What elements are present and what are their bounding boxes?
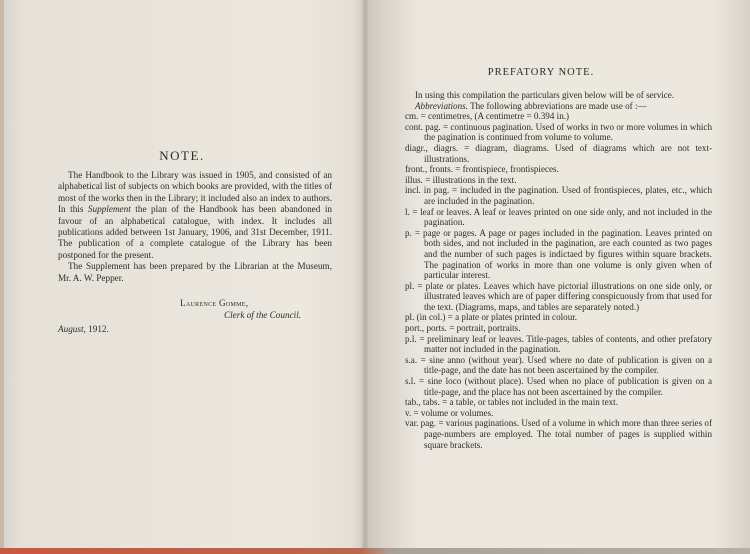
- note-paragraph: [58, 261, 332, 284]
- right-page: [368, 0, 750, 548]
- abbreviation-entry: s.a. = sine anno (without year). Used where no date of publication is given on a title-page, and the date has not been ascertained by the compiler.: [405, 354, 712, 376]
- date-line: [58, 324, 109, 334]
- abbreviation-entry: diagr., diagrs. = diagram, diagrams. Used of diagrams which are not text-illustrations.: [405, 142, 712, 164]
- abbreviation-entry: cm. = centimetres, (A centimetre = 0.394 in.): [405, 111, 570, 122]
- abbreviation-entry: pl. (in col.) = a plate or plates printed in colour.: [405, 312, 578, 323]
- note-paragraph-text: the plan of the Handbook has been abandoned in favour of an alphabetical catalogue, with index. It includes all publications added between 1st January, 1906, and 31st December, 1911. The publication of a complete catalogue of the Library has been postponed for the present.: [58, 204, 332, 260]
- abbreviation-entry: p.l. = preliminary leaf or leaves. Title-pages, tables of contents, and other prefatory matter not included in the pagination.: [405, 333, 712, 355]
- abbreviation-entry: var. pag. = various paginations. Used of a volume in which more than three series of page-numbers are employed. The total number of pages is supplied within square brackets.: [405, 418, 712, 450]
- abbreviation-entry: front., fronts. = frontispiece, frontispieces.: [405, 164, 559, 175]
- book-bottom-edge: [0, 548, 750, 554]
- abbreviations-heading-text: The following abbreviations are made use of :—: [467, 100, 647, 111]
- abbreviation-entry: l. = leaf or leaves. A leaf or leaves printed on one side only, and not included in the pagination.: [405, 206, 712, 228]
- left-page: [0, 0, 364, 548]
- note-paragraph: [58, 170, 332, 261]
- prefatory-intro: In using this compilation the particulars given below will be of service.: [415, 90, 675, 100]
- abbreviation-entry: pl. = plate or plates. Leaves which have pictorial illustrations on one side only, or illustrated leaves which are of paper differing conspicuously from that used for the text. (Diagrams, maps, and tables are separately noted.): [405, 280, 712, 312]
- note-paragraph-text: The Handbook to the Library was issued in 1905, and consisted of an alphabetical list of subjects on which books are provided, with the titles of most of the works then in the Library; it included also an index to authors. In this: [58, 170, 332, 215]
- date-year: , 1912.: [83, 324, 109, 334]
- abbreviations-heading: [405, 101, 712, 112]
- note-paragraph-text: The Supplement has been prepared by the Librarian at the Museum, Mr. A. W. Pepper.: [58, 261, 332, 283]
- abbreviation-entry: cont. pag. = continuous pagination. Used of works in two or more volumes in which the pagination is continued from volume to volume.: [405, 121, 712, 143]
- prefatory-title: PREFATORY NOTE.: [487, 67, 595, 78]
- signature-name: Laurence Gomme,: [180, 298, 249, 308]
- abbreviation-entry: tab., tabs. = a table, or tables not included in the main text.: [405, 397, 618, 408]
- abbreviation-entry: p. = page or pages. A page or pages included in the pagination. Leaves printed on both sides, and not included in the pagination, are each counted as two pages and the number of such pages is indictaed by figures within square brackets. The pagination of works in more than one volume is only given when of particular interest.: [405, 227, 712, 281]
- note-title: NOTE.: [159, 148, 205, 163]
- note-paragraph-italic: Supplement: [87, 204, 131, 215]
- abbreviation-entry: v. = volume or volumes.: [405, 407, 494, 418]
- abbreviation-entry: incl. in pag. = included in the pagination. Used of frontispieces, plates, etc., which are included in the pagination.: [405, 185, 712, 206]
- abbreviation-entry: s.l. = sine loco (without place). Used when no place of publication is given on a title-page, and the place has not been ascertained by the compiler.: [405, 376, 712, 397]
- signature-title: Clerk of the Council.: [224, 310, 302, 320]
- prefatory-body: [405, 90, 712, 450]
- abbreviation-entry: port., ports. = portrait, portraits.: [405, 323, 521, 334]
- date-month: August: [58, 324, 84, 334]
- abbreviations-heading-label: Abbreviations.: [415, 100, 468, 111]
- note-body: [58, 170, 332, 284]
- abbreviation-entry: illus. = illustrations in the text.: [405, 174, 517, 185]
